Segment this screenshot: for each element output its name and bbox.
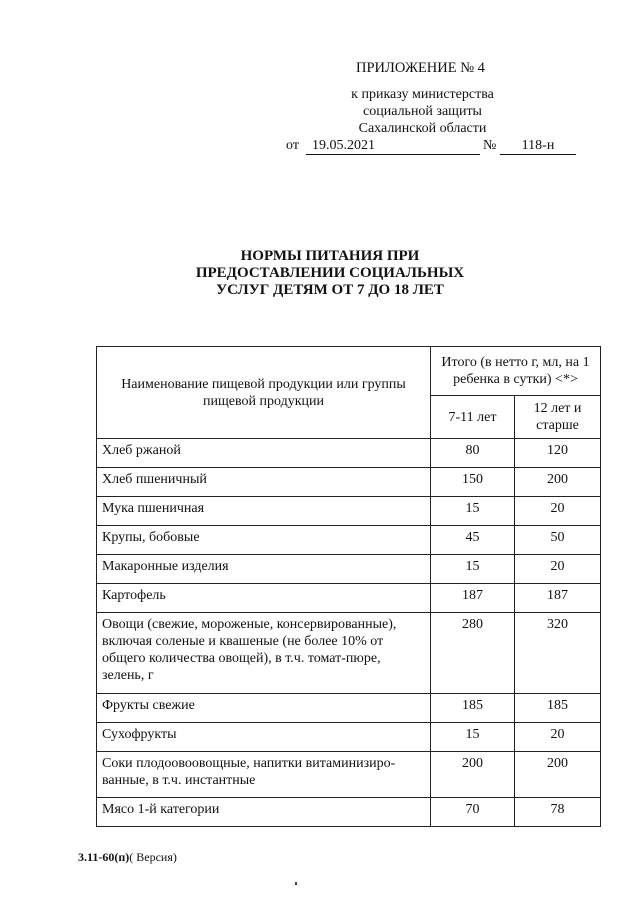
order-date: 19.05.2021 xyxy=(306,138,480,155)
table-row xyxy=(97,723,601,752)
table-row xyxy=(97,439,601,468)
value-7-11-cell: 185 xyxy=(431,694,515,723)
product-name-cell: Овощи (свежие, мороженые, консервированные), включая соленые и квашеные (не более 10% от общего количества овощей), в т.ч. томат-пюре, зелень, г xyxy=(97,613,431,694)
appendix-label: ПРИЛОЖЕНИЕ № 4 xyxy=(356,60,485,76)
product-name-cell: Фрукты свежие xyxy=(97,694,431,723)
order-reference xyxy=(340,86,505,137)
table-row xyxy=(97,694,601,723)
value-12-plus-cell: 200 xyxy=(515,468,601,497)
table-header-row xyxy=(97,347,601,396)
order-date-number-line xyxy=(286,138,586,156)
table-row xyxy=(97,752,601,798)
product-name-cell: Крупы, бобовые xyxy=(97,526,431,555)
product-name-cell: Мука пшеничная xyxy=(97,497,431,526)
value-12-plus-cell: 187 xyxy=(515,584,601,613)
table-row xyxy=(97,468,601,497)
value-7-11-cell: 150 xyxy=(431,468,515,497)
value-12-plus-cell: 185 xyxy=(515,694,601,723)
value-12-plus-cell: 320 xyxy=(515,613,601,694)
value-12-plus-cell: 20 xyxy=(515,723,601,752)
age-7-11-header: 7-11 лет xyxy=(431,396,515,439)
value-7-11-cell: 45 xyxy=(431,526,515,555)
order-line-1: к приказу министерства xyxy=(351,87,494,102)
from-label: от xyxy=(286,138,299,153)
product-name-cell: Картофель xyxy=(97,584,431,613)
total-column-header: Итого (в нетто г, мл, на 1 ребенка в сутки) <*> xyxy=(431,347,601,396)
value-12-plus-cell: 20 xyxy=(515,555,601,584)
value-12-plus-cell: 120 xyxy=(515,439,601,468)
form-code-version: ( Версия) xyxy=(129,850,177,864)
order-line-3: Сахалинской области xyxy=(358,121,487,136)
value-7-11-cell: 280 xyxy=(431,613,515,694)
value-7-11-cell: 80 xyxy=(431,439,515,468)
form-code xyxy=(78,850,177,865)
value-12-plus-cell: 20 xyxy=(515,497,601,526)
number-label: № xyxy=(483,138,497,153)
value-12-plus-cell: 50 xyxy=(515,526,601,555)
value-7-11-cell: 70 xyxy=(431,798,515,827)
scan-speck xyxy=(295,882,297,885)
product-name-cell: Хлеб пшеничный xyxy=(97,468,431,497)
table-row xyxy=(97,555,601,584)
product-name-cell: Хлеб ржаной xyxy=(97,439,431,468)
nutrition-norms-table xyxy=(96,346,601,827)
value-7-11-cell: 187 xyxy=(431,584,515,613)
table-row xyxy=(97,798,601,827)
table-row xyxy=(97,526,601,555)
product-name-cell: Сухофрукты xyxy=(97,723,431,752)
product-name-cell: Соки плодоовоовощные, напитки витаминизиро-ванные, в т.ч. инстантные xyxy=(97,752,431,798)
title-line-2: ПРЕДОСТАВЛЕНИИ СОЦИАЛЬНЫХ xyxy=(195,265,465,281)
product-name-cell: Макаронные изделия xyxy=(97,555,431,584)
order-line-2: социальной защиты xyxy=(363,104,482,119)
product-column-header: Наименование пищевой продукции или группы пищевой продукции xyxy=(97,347,431,439)
value-7-11-cell: 15 xyxy=(431,555,515,584)
title-line-3: УСЛУГ ДЕТЯМ ОТ 7 ДО 18 ЛЕТ xyxy=(216,282,444,298)
age-12-plus-header: 12 лет и старше xyxy=(515,396,601,439)
value-7-11-cell: 15 xyxy=(431,497,515,526)
product-name-cell: Мясо 1-й категории xyxy=(97,798,431,827)
form-code-number: 3.11-60(п) xyxy=(78,850,130,864)
table-row xyxy=(97,497,601,526)
document-title xyxy=(150,248,510,299)
value-7-11-cell: 15 xyxy=(431,723,515,752)
value-12-plus-cell: 200 xyxy=(515,752,601,798)
title-line-1: НОРМЫ ПИТАНИЯ ПРИ xyxy=(240,248,420,264)
value-12-plus-cell: 78 xyxy=(515,798,601,827)
table-row xyxy=(97,613,601,694)
value-7-11-cell: 200 xyxy=(431,752,515,798)
table-row xyxy=(97,584,601,613)
order-number: 118-н xyxy=(500,138,576,155)
